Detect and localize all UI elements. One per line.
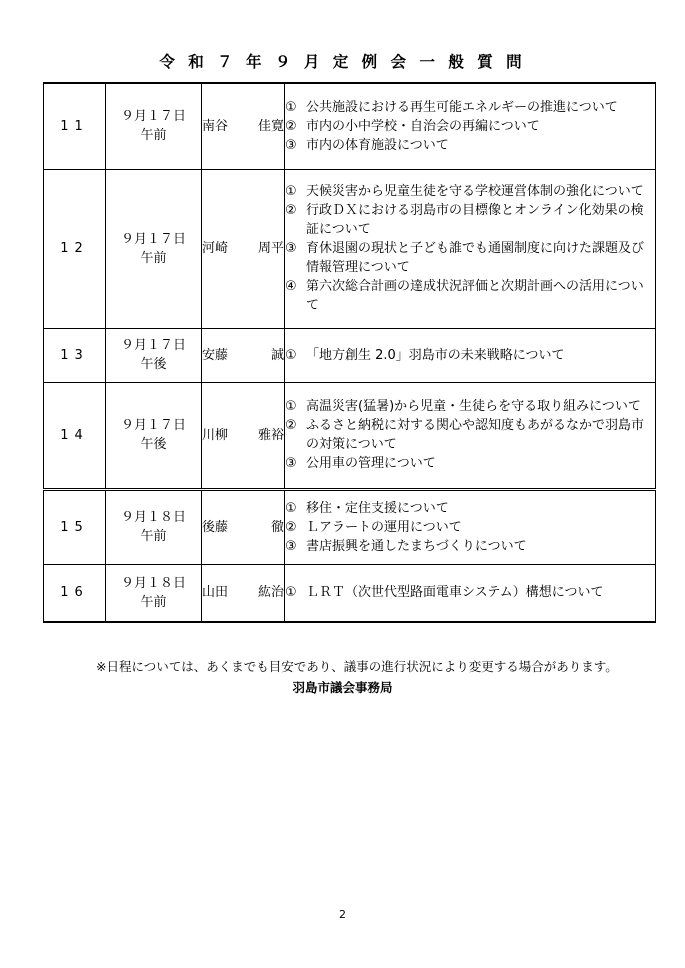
topic-item [285, 239, 655, 277]
page-number: 2 [339, 908, 346, 921]
session-date: ９月１７日 [120, 418, 186, 433]
question-number: 13 [44, 328, 106, 382]
question-topics [285, 328, 656, 382]
topic-marker: ① [285, 585, 297, 601]
topic-text: Ｌアラートの運用について [306, 519, 462, 535]
topic-marker: ① [285, 347, 297, 363]
questioner-given-name: 周平 [257, 241, 284, 256]
topic-marker: ③ [285, 241, 297, 256]
session-date-cell [106, 83, 202, 169]
session-date: ９月１７日 [120, 231, 186, 247]
question-number: 14 [44, 382, 106, 489]
session-date: ９月１７日 [120, 338, 186, 353]
session-date-cell [106, 489, 202, 564]
questioner-name-cell [202, 328, 285, 382]
session-date-cell [106, 382, 202, 489]
questioner-family-name: 安藤 [202, 347, 229, 363]
table-row [44, 169, 656, 328]
topic-item [285, 201, 655, 239]
topic-text: 公用車の管理について [306, 456, 436, 471]
questioner-family-name: 後藤 [202, 519, 229, 535]
session-date: ９月１７日 [120, 109, 186, 125]
session-date-cell [106, 564, 202, 622]
questioner-family-name: 河崎 [202, 241, 229, 256]
topic-text: ふるさと納税に対する関心や認知度もあがるなかで羽島市の対策について [306, 418, 645, 452]
topic-marker: ④ [285, 279, 297, 294]
topic-item [285, 518, 655, 537]
topic-marker: ③ [285, 538, 297, 554]
topic-item [285, 397, 655, 416]
topic-text: 高温災害(猛暑)から児童・生徒らを守る取り組みについて [306, 399, 641, 414]
topic-text: 育休退園の現状と子ども誰でも通園制度に向けた課題及び情報管理について [306, 241, 645, 275]
table-row [44, 83, 656, 169]
session-date-cell [106, 169, 202, 328]
questioner-family-name: 川柳 [202, 427, 229, 443]
topic-item [285, 136, 655, 155]
questioner-given-name: 紘治 [257, 585, 284, 601]
topic-item [285, 583, 655, 602]
question-number: 12 [44, 169, 106, 328]
question-topics [285, 169, 656, 328]
questioner-name-cell [202, 489, 285, 564]
question-topics [285, 564, 656, 622]
topic-marker: ① [285, 399, 297, 414]
session-date: ９月１８日 [120, 510, 186, 525]
topic-item [285, 499, 655, 518]
topic-text: 「地方創生 2.0」羽島市の未来戦略について [306, 347, 565, 363]
topic-item [285, 416, 655, 454]
topic-text: 天候災害から児童生徒を守る学校運営体制の強化について [306, 184, 644, 199]
session-date: ９月１８日 [120, 575, 186, 591]
schedule-body [44, 83, 656, 622]
session-time: 午前 [140, 529, 167, 544]
questioner-name [202, 239, 284, 258]
questioner-name-cell [202, 564, 285, 622]
topic-marker: ② [285, 418, 297, 433]
question-topics [285, 83, 656, 169]
session-time: 午後 [140, 357, 167, 372]
questioner-name [202, 346, 284, 365]
topic-marker: ② [285, 203, 297, 218]
topic-text: 市内の体育施設について [306, 137, 449, 153]
topic-marker: ① [285, 500, 297, 516]
session-time: 午前 [140, 250, 167, 266]
topic-item [285, 98, 655, 117]
questioner-name-cell [202, 83, 285, 169]
question-number: 16 [44, 564, 106, 622]
topic-marker: ① [285, 184, 297, 199]
topic-item [285, 182, 655, 201]
topic-marker: ② [285, 519, 297, 535]
session-time: 午前 [140, 594, 167, 610]
topic-item [285, 277, 655, 315]
questioner-name [202, 117, 284, 136]
questioner-given-name: 徹 [270, 519, 284, 535]
topic-text: ＬＲＴ（次世代型路面電車システム）構想について [306, 585, 604, 601]
session-time: 午後 [140, 437, 167, 452]
questioner-name-cell [202, 169, 285, 328]
question-topics [285, 382, 656, 489]
topic-text: 第六次総合計画の達成状況評価と次期計画への活用について [306, 279, 644, 313]
topic-item [285, 537, 655, 556]
table-row [44, 564, 656, 622]
topic-text: 公共施設における再生可能エネルギーの推進について [306, 99, 618, 115]
issuing-office: 羽島市議会事務局 [292, 680, 393, 695]
session-time: 午前 [140, 128, 167, 144]
questioner-name [202, 426, 284, 445]
question-schedule-table [43, 82, 656, 623]
topic-text: 書店振興を通したまちづくりについて [306, 538, 527, 554]
questioner-name [202, 518, 284, 537]
topic-text: 行政ＤＸにおける羽島市の目標像とオンライン化効果の検証について [306, 203, 644, 237]
questioner-name [202, 583, 284, 602]
topic-marker: ① [285, 99, 297, 115]
questioner-given-name: 佳寛 [257, 118, 284, 134]
question-number: 15 [44, 489, 106, 564]
questioner-family-name: 南谷 [202, 118, 229, 134]
questioner-given-name: 誠 [270, 347, 284, 363]
questioner-family-name: 山田 [202, 585, 229, 601]
topic-text: 市内の小中学校・自治会の再編について [306, 118, 540, 134]
table-row [44, 382, 656, 489]
questioner-given-name: 雅裕 [257, 427, 284, 443]
topic-marker: ③ [285, 456, 297, 471]
question-topics [285, 489, 656, 564]
question-number: 11 [44, 83, 106, 169]
topic-item [285, 117, 655, 136]
page-title: 令 和 ７ 年 ９ 月 定 例 会 一 般 質 問 [159, 53, 526, 71]
topic-text: 移住・定住支援について [306, 500, 449, 516]
topic-item [285, 346, 655, 365]
topic-item [285, 454, 655, 473]
topic-marker: ③ [285, 137, 297, 153]
session-date-cell [106, 328, 202, 382]
schedule-note: ※日程については、あくまでも目安であり、議事の進行状況により変更する場合があります。 [96, 659, 618, 674]
table-row [44, 328, 656, 382]
topic-marker: ② [285, 118, 297, 134]
questioner-name-cell [202, 382, 285, 489]
table-row [44, 489, 656, 564]
